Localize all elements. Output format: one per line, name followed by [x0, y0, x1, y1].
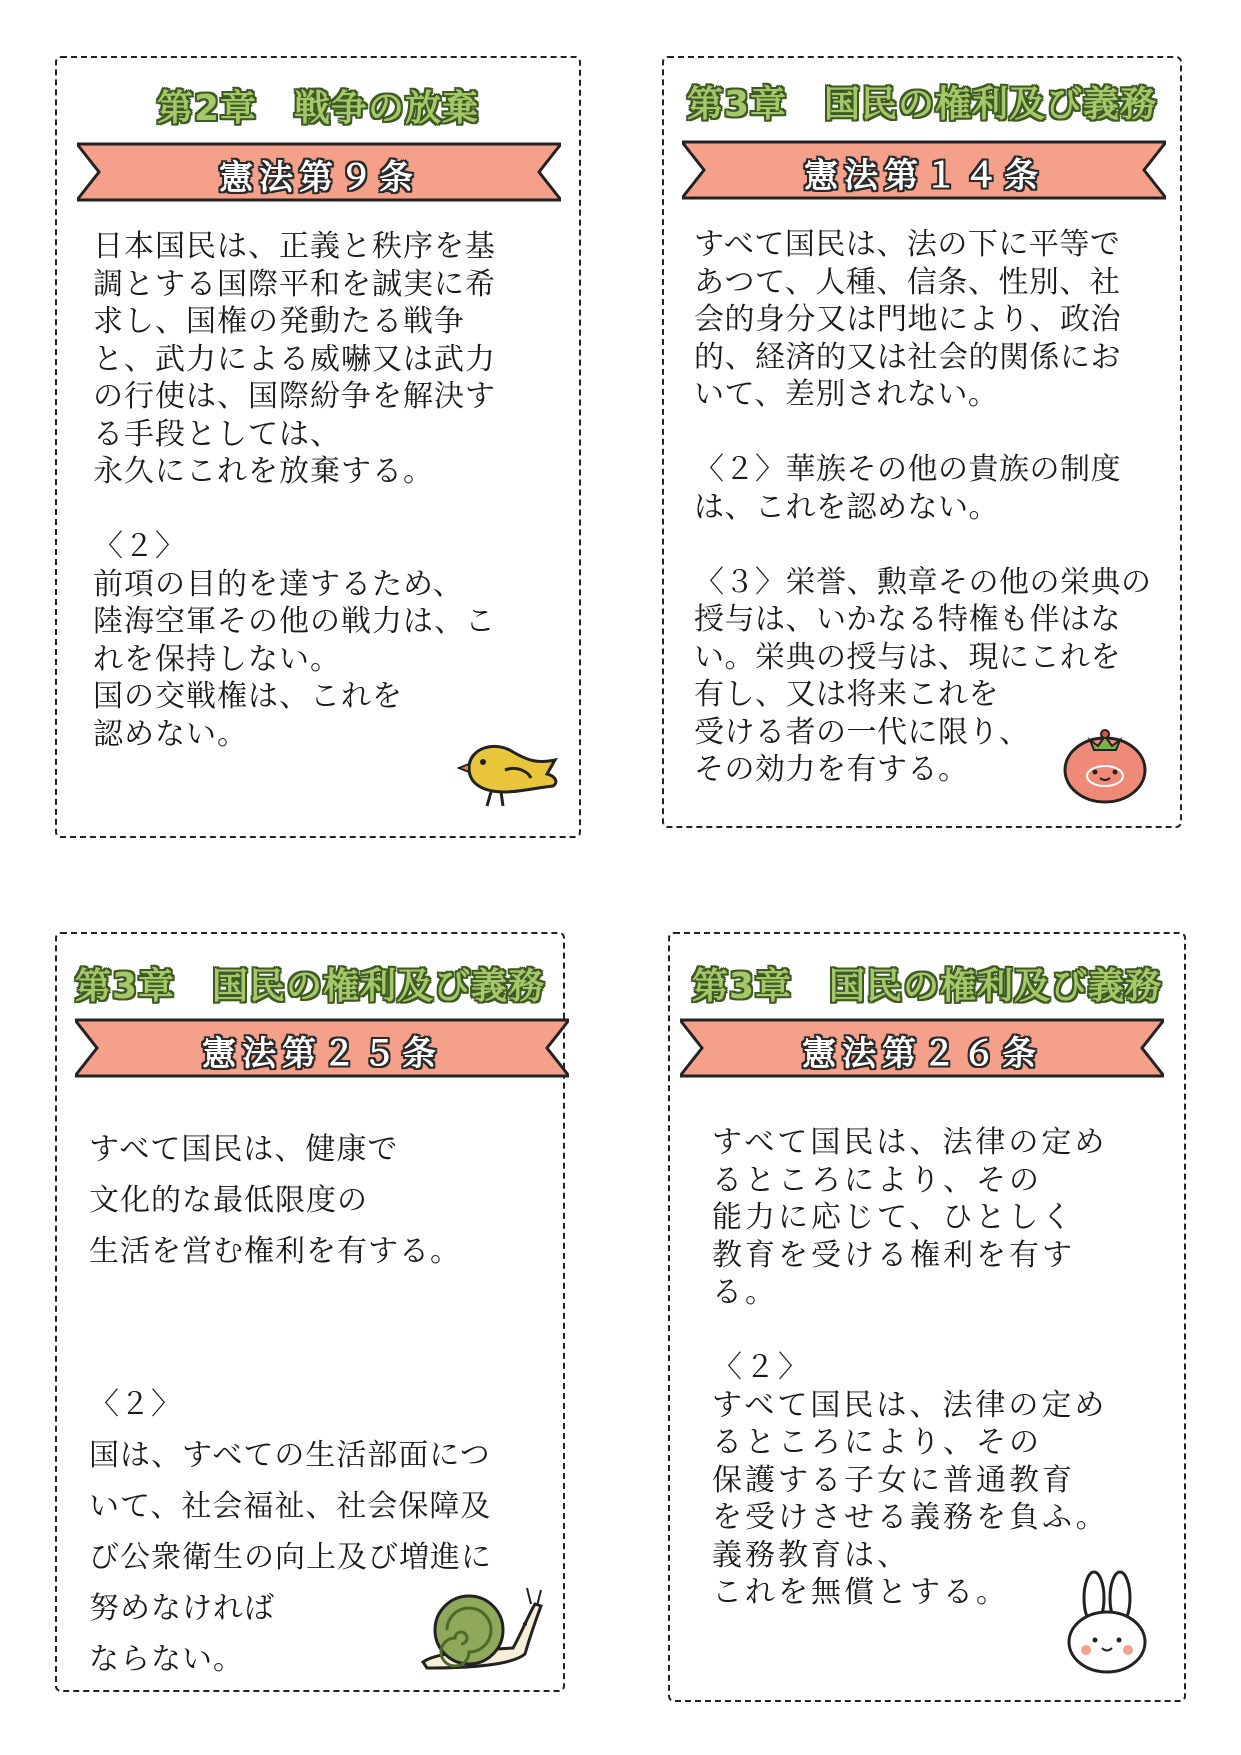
article-number: 憲法第１４条	[804, 156, 1044, 196]
chapter-title: 第2章 戦争の放棄	[156, 88, 480, 129]
article-text: 日本国民は、正義と秩序を基 調とする国際平和を誠実に希 求し、国権の発動たる戦争 と、武力による威嚇又は武力 の行使は、国際紛争を解決す る手段としては、 永久にこれを放棄する。 〈２〉 前項の目的を達するため、 陸海空軍その他の戦力は、こ れを保持しない。 国の交戦権は、これを 認めない。	[93, 229, 496, 752]
article-card-25	[55, 932, 565, 1692]
chapter-title: 第3章 国民の権利及び義務	[686, 84, 1158, 125]
article-number: 憲法第２６条	[802, 1034, 1042, 1074]
article-card-9	[55, 56, 581, 838]
article-banner	[682, 140, 1166, 200]
article-card-14	[662, 56, 1182, 828]
bird-icon	[455, 730, 565, 810]
article-text: すべて国民は、健康で 文化的な最低限度の 生活を営む権利を有する。 〈２〉 国は、すべての生活部面につ いて、社会福祉、社会保障及 び公衆衛生の向上及び増進に 努めなければ ならない。	[89, 1132, 492, 1677]
article-banner	[77, 142, 561, 202]
article-banner	[680, 1018, 1164, 1078]
rabbit-icon	[1062, 1568, 1152, 1678]
snail-icon	[417, 1574, 547, 1674]
article-card-26	[668, 932, 1186, 1702]
article-text: すべて国民は、法律の定め るところにより、その 能力に応じて、ひとしく 教育を受ける権利を有す る。 〈２〉 すべて国民は、法律の定め るところにより、その 保護する子女に普通教育 を受けさせる義務を負ふ。 義務教育は、 これを無償とする。	[712, 1125, 1109, 1610]
article-number: 憲法第２５条	[202, 1034, 442, 1074]
chapter-title: 第3章 国民の権利及び義務	[74, 966, 546, 1007]
chapter-title: 第3章 国民の権利及び義務	[691, 966, 1163, 1007]
tomato-icon	[1060, 724, 1150, 804]
article-text: すべて国民は、法の下に平等で あつて、人種、信条、性別、社 会的身分又は門地により、政治 的、経済的又は社会的関係にお いて、差別されない。 〈２〉華族その他の貴族の制度 は、これを認めない。 〈３〉栄誉、勲章その他の栄典の 授与は、いかなる特権も伴はな い。栄典の授与は、現にこれを 有し、又は将来これを 受ける者の一代に限り、 その効力を有する。	[694, 227, 1152, 787]
article-banner	[75, 1018, 569, 1078]
article-number: 憲法第９条	[219, 158, 419, 198]
